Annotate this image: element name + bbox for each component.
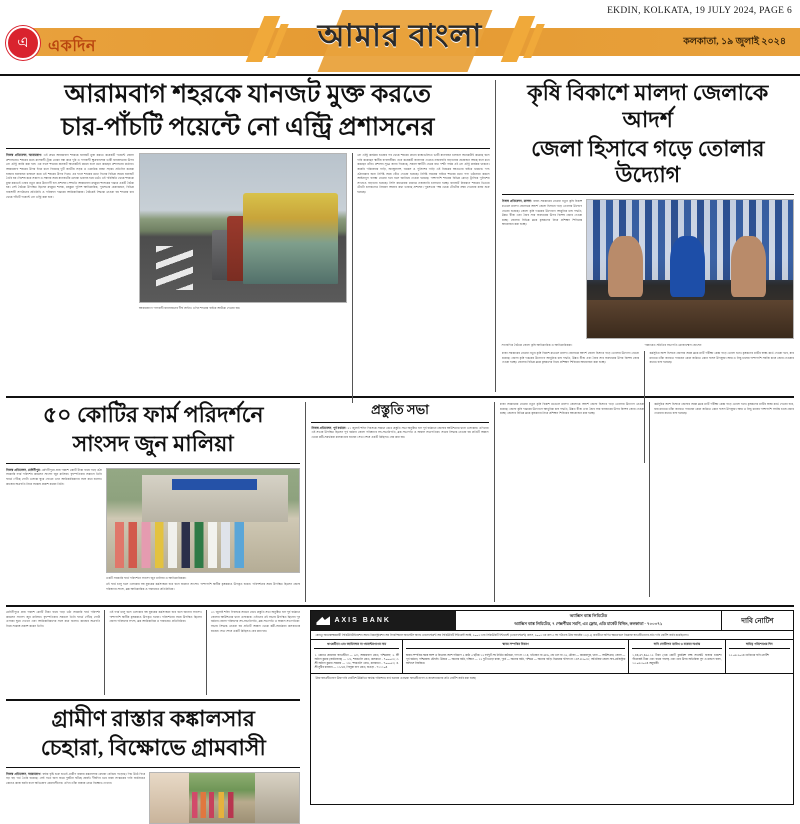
article-mid-right-continuation bbox=[495, 402, 794, 602]
masthead bbox=[0, 0, 800, 72]
top-section bbox=[6, 80, 794, 392]
photo-person-left bbox=[608, 236, 643, 297]
midleft-byline: নিজস্ব প্রতিবেদন, মেদিনীপুর: bbox=[6, 467, 41, 472]
notice-bank-details bbox=[456, 611, 721, 630]
lead-article-columns bbox=[6, 153, 490, 403]
right-photo-press-conference bbox=[586, 199, 794, 339]
notice-address: অ্যাক্সিস ব্যাঙ্ক লিমিটেড, ৭ শেক্সপীয়র সরণি, এম ফ্লোর, এডি মার্কেট বিল্ডিং, কলকাতা - ৭০০০৭১ bbox=[514, 621, 663, 626]
midcenter-headline: প্রস্তুতি সভা bbox=[371, 402, 429, 417]
masthead-dateline-bengali: কলকাতা, ১৯ জুলাই ২০২৪ bbox=[683, 37, 786, 47]
axis-bank-logo bbox=[311, 611, 455, 630]
right-caption-right: পঞ্চায়েত সমিতির সভাপতি মোজাম্মেল হোসেন bbox=[644, 343, 702, 348]
bottomleft-photo-block bbox=[149, 772, 300, 824]
right-photo-block bbox=[586, 199, 794, 339]
right-body-3: কর্মসূচির অংশ হিসাবে জেলার সমস্ত ব্লকে মাটি পরীক্ষা কেন্দ্র গড়ে তোলা হবে। কৃষকদের মাটির স্বাস্থ্য কার্ড দেওয়া হবে, যার মাধ্যমে তাঁরা জানতে পারবেন কোন জমিতে কোন ফসল উপযুক্ত। আম ও লিচু চাষের পাশাপাশি সবজি চাষে জোর দেওয়ার কথাও বলা হয়েছে। bbox=[644, 351, 794, 463]
notice-cell-date: ১৫.০৬.২০২৪ তারিখের দাবি নোটিশ bbox=[728, 652, 769, 657]
notice-col-property bbox=[403, 640, 629, 673]
bottomleft-headline-line2: চেহারা, বিক্ষোভে গ্রামবাসী bbox=[40, 734, 266, 760]
notice-intro-text: যেহেতু অধোস্বাক্ষরকারী সিকিউরিটাইজেশন অ্যান্ড রিকনস্ট্রাকশন অব ফিনান্সিয়াল অ্যাসেটস অ্যান্ড এনফোর্সমেন্ট অব সিকিউরিটি ইন্টারেস্ট অ্যাক্ট, ২০০২ এবং সিকিউরিটি ইন্টারেস্ট (এনফোর্সমেন্ট) রুলস, ২০০২ এর রুল ৩ সহ পঠিতব্য উক্ত অ্যাক্টের ১৩(১২) ধারাধীনে অর্পিত ক্ষমতাবলে নিম্নোক্ত ঋণগ্রহীতাদের প্রতি দাবি নোটিশ জারি করেছিলেন। bbox=[311, 631, 793, 640]
midcenter-byline: নিজস্ব প্রতিবেদন, পূর্ব বর্ধমান: bbox=[311, 425, 347, 430]
photo-building-sign bbox=[172, 479, 257, 490]
midleft-column-1 bbox=[6, 468, 102, 618]
photo-person-center bbox=[670, 236, 705, 297]
midright-columns bbox=[500, 402, 794, 597]
bottomleft-divider bbox=[6, 699, 300, 701]
midcenter-body-text: ২১ জুলাই শহিদ দিবসকে সামনে রেখে প্রস্তুতি সভা অনুষ্ঠিত হল পূর্ব বর্ধমানে জেলার আউশগ্রাম থানা এলাকায়। এদিনের এই সভায় উপস্থিত ছিলেন পূর্ব বর্ধমান জেলা পরিষদের সহ-সভাধিপতি, ব্লক সভাপতি ও অঞ্চল সভাপতিরা। সভায় সিদ্ধান্ত নেওয়া হয় প্রতিটি অঞ্চল থেকে কর্মী-সমর্থকরা কলকাতায় যাবেন। সভা শেষে একটি মিছিলও বের করা হয়। bbox=[311, 425, 489, 440]
lead-body-1: এই প্রথম আরামবাগ শহরকে যানজট মুক্ত করতে কয়েকটি পয়েন্টে জেলা প্রশাসনের। শহরের মধ্যে মালবাহী ট্রাক ঢোকা বন্ধ করে দূরি ও পণ্যবাহী ক্ষুদ্রব্যবসায় ভারী যানবাহনের উপর নো এন্ট্রি জারি করা হল। এর ফলে শহরের যানজট অনেকটাই কমবে বলে মনে করছেন প্রশাসনের কর্তারা। আরামবাগ শহরের উপর দিয়ে চলে গিয়েছে দুটি জাতীয় সড়ক ও একাধিক রাজ্য সড়ক। প্রতিদিন কয়েক হাজার যানবাহন চলাচল করে এই শহরের উপর দিয়ে। এর ফলে শহরের মধ্যে দিনের বিভিন্ন সময়ে যানজট তৈরি হয়। বিশেষ করে সকাল ও সন্ধ্যার সময় যানজটের চেহারা ভয়াবহ হয়ে ওঠে। এই পরিস্থিতি থেকে শহরকে মুক্ত করতেই এবার নতুন করে উদ্যোগী হল প্রশাসন। সম্প্রতি আরামবাগ মহকুমা শাসকের দপ্তরে একটি বৈঠক হয়। সেই বৈঠকে উপস্থিত ছিলেন মহকুমা শাসক, মহকুমা পুলিশ আধিকারিক, পুরসভার চেয়ারম্যান, বিভিন্ন ব্যবসায়ী সংগঠনের প্রতিনিধি ও পরিবহণ দপ্তরের আধিকারিকরা। বৈঠকেই সিদ্ধান্ত নেওয়া হয় শহরের চার থেকে পাঁচটি পয়েন্টে নো এন্ট্রি করা হবে। bbox=[6, 153, 134, 199]
photo-truck-near bbox=[243, 193, 338, 285]
photo-wall-left bbox=[150, 773, 189, 823]
article-lead bbox=[6, 80, 495, 392]
bottomleft-byline: নিজস্ব প্রতিবেদন, আরামবাগ: bbox=[6, 771, 42, 776]
bottomleft-cont-3: ২১ জুলাই শহিদ দিবসকে সামনে রেখে প্রস্তুতি সভা অনুষ্ঠিত হল পূর্ব বর্ধমানে জেলার আউশগ্রাম থানা এলাকায়। এদিনের এই সভায় উপস্থিত ছিলেন পূর্ব বর্ধমান জেলা পরিষদের সহ-সভাধিপতি, ব্লক সভাপতি ও অঞ্চল সভাপতিরা। সভায় সিদ্ধান্ত নেওয়া হয় প্রতিটি অঞ্চল থেকে কর্মী-সমর্থকরা কলকাতায় যাবেন। সভা শেষে একটি মিছিলও বের করা হয়। bbox=[206, 610, 301, 695]
axis-bank-wordmark: AXIS BANK bbox=[334, 617, 391, 624]
right-body-1: রাজ্য সরকারের নেওয়া নতুন কৃষি বিকাশ মডেলে মালদা জেলাকে আদর্শ জেলা হিসাবে গড়ে তোলার উদ্যোগ নেওয়া হয়েছে। জেলা কৃষি দপ্তরের উদ্যোগে আধুনিক চাষ পদ্ধতি, উন্নত বীজ এবং জৈব সার ব্যবহারের উপর বিশেষ জোর দেওয়া হচ্ছে। জেলার বিভিন্ন ব্লকে কৃষকদের নিয়ে প্রশিক্ষণ শিবিরের আয়োজন করা হচ্ছে। bbox=[501, 199, 583, 227]
photo-desk bbox=[587, 300, 793, 339]
bottomleft-continuation bbox=[6, 610, 300, 695]
article-right-top bbox=[495, 80, 794, 392]
lead-headline-line1: আরামবাগ শহরকে যানজট মুক্ত করতে bbox=[64, 81, 432, 108]
axis-bank-mark-icon bbox=[316, 616, 330, 625]
lead-column-1 bbox=[6, 153, 134, 403]
lead-photo-block bbox=[139, 153, 347, 403]
lead-column-2 bbox=[352, 153, 489, 403]
photo-people-row bbox=[115, 522, 292, 567]
article-mid-left bbox=[6, 402, 305, 602]
article-mid-center bbox=[305, 402, 494, 602]
notice-cell-borrower: ১. কোনও প্রযোজ্য ঋণগ্রহীতা — ২/৩, আরামবাগ রোড, পশ্চিমবঙ্গ; ২. শ্রী অনিল কুমার (জামিনদার) — ১/২, শহরতলি রোড, কলকাতা - ৭০০০৫৩; ৩. শ্রী অনিল কুমার সরকার — ১/২, শহরতলি রোড, কলকাতা - ৭০০০৫৩; ৪. শ্রী সুধীর রায়হান — ১১/২৪, লিলুয়া বাগ রোড, হাওড়া - ৭১১১০৪ bbox=[314, 652, 399, 669]
midcenter-headline-rule bbox=[311, 422, 488, 423]
midleft-photo-group bbox=[106, 468, 301, 573]
notice-table bbox=[311, 640, 793, 673]
midcenter-body bbox=[311, 426, 488, 501]
right-article-caption-row bbox=[502, 343, 794, 348]
notice-col-header-date: দায়িত্ব পরিশোধের দিন bbox=[729, 642, 790, 648]
right-column-1 bbox=[502, 199, 583, 339]
midleft-columns bbox=[6, 468, 300, 618]
notice-header bbox=[311, 611, 793, 631]
masthead-title: আমার বাংলা bbox=[317, 18, 483, 53]
notice-col-header-amount: দাবি নোটিশের তারিখ ও বকেয়া অর্থাঙ্ক bbox=[632, 642, 721, 648]
photo-person-right bbox=[731, 236, 766, 297]
notice-type-badge: দাবি নোটিশ bbox=[721, 611, 793, 630]
bottomleft-body-text: বর্ষার বৃষ্টি শুরু হতেই গ্রামীণ রাস্তার কঙ্কালসার চেহারা বেরিয়ে পড়েছে। পিচ উঠে গিয়ে বড় বড় গর্ত তৈরি হয়েছে। সেই গর্তে জল জমে দুর্ঘটনা ঘটছে প্রায়ই। দীর্ঘদিন ধরে রাস্তা সংস্কারের দাবি জানিয়েও কোনও কাজ হয়নি বলে অভিযোগ গ্রামবাসীদের। এদিন তাঁরা রাস্তায় নেমে বিক্ষোভ দেখান। bbox=[6, 771, 146, 785]
right-headline-line2: জেলা হিসাবে গড়ে তোলার উদ্যোগ bbox=[531, 135, 765, 188]
right-caption-left: সাংবাদিক বৈঠকে জেলা কৃষি আধিকারিক ও আধিকারিকরা। bbox=[501, 343, 573, 348]
bottomleft-photo-village bbox=[149, 772, 300, 824]
lead-photo-caption: আরামবাগে পণ্যবাহী যানবাহনের দীর্ঘ লাইন। এদিন শহরের বাইরে আটকে দেওয়া হয়। bbox=[138, 306, 241, 310]
lead-headline-line2: চার-পাঁচটি পয়েন্টে নো এন্ট্রি প্রশাসনের bbox=[61, 113, 435, 141]
page-content bbox=[6, 80, 794, 800]
notice-cell-amount: ১,৪৪,৬৭,৪৯৫.১২ টাকা (এক কোটি চুয়াল্লিশ লক্ষ সাতষট্টি হাজার চারশো পঁচানব্বই টাকা এবং বারো পয়সা) এবং তার উপর অতিরিক্ত সুদ ও মাশুল বাবদ, ১৫.০৬.২০২৪ অনুযায়ী। bbox=[632, 652, 722, 665]
bottom-left-block bbox=[6, 610, 305, 810]
notice-advertisement-block bbox=[305, 610, 794, 810]
notice-col-header-property: স্থাবর সম্পত্তির বিবরণ bbox=[406, 642, 625, 648]
midleft-headline-line2: সাংসদ জুন মালিয়া bbox=[72, 430, 234, 456]
lead-photo-trucks bbox=[139, 153, 347, 303]
bottomleft-body bbox=[6, 772, 145, 824]
notice-col-date bbox=[726, 640, 793, 673]
midleft-body-2: এই ফার্ম চালু হলে এলাকার বহু যুবকের কর্মসংস্থান হবে বলে জানান সাংসদ। পাশাপাশি স্থানীয় কৃষকরাও উপকৃত হবেন। পরিদর্শনের সময় উপস্থিত ছিলেন জেলা পরিষদের সদস্য, ব্লক আধিকারিক ও পঞ্চায়েত প্রতিনিধিরা। bbox=[105, 582, 301, 591]
photo-villagers bbox=[192, 792, 252, 818]
notice-footer-text: উক্ত ঋণগ্রহীতাগণ উক্ত দাবি নোটিশে উল্লিখিত অর্থাঙ্ক পরিশোধে ব্যর্থ হওয়ায় এতদ্বারা ঋণগ্রহীতাগণ ও জনসাধারণের প্রতি নোটিশ জারি করা হচ্ছে। bbox=[311, 673, 793, 682]
midleft-headline-line1: ৫০ কোটির ফার্ম পরিদর্শনে bbox=[42, 402, 264, 427]
right-byline: নিজস্ব প্রতিবেদন, মালদা: bbox=[501, 199, 533, 204]
bottom-section bbox=[6, 610, 794, 810]
lead-headline-rule bbox=[6, 148, 490, 149]
right-headline-line1: কৃষি বিকাশে মালদা জেলাকে আদর্শ bbox=[527, 80, 769, 132]
notice-cell-property: স্থাবর সম্পত্তির সমস্ত অংশ ও বিভাজ্য অংশ পরিমাপ ২ কাঠা ৫ ছটাক ১২ বর্গফুট সহ নির্মিত কাঠামো, দাগ নং ১১৪, খতিয়ান নং ৬৮৬, জে এল নং ৩২, মৌজা — রামচন্দ্রপুর, থানা — আউশগ্রাম, জেলা — পূর্ব বর্ধমান, পশ্চিমবঙ্গ। চৌহদ্দি: উত্তরে — অন্যের জমি, দক্ষিণে — ১২ ফুট চওড়া রাস্তা, পূর্বে — অন্যের জমি, পশ্চিমে — অন্যের বাড়ি। বিক্রয়ের দলিল নং ১৪৭২/২০১৮, অতিরিক্ত জেলা সাব-রেজিস্ট্রার অফিসে নিবন্ধিত। bbox=[405, 652, 626, 665]
midleft-headline-rule bbox=[6, 463, 300, 464]
midleft-photo-block bbox=[106, 468, 301, 618]
bottomleft-headline-rule bbox=[6, 767, 300, 768]
right-body-2: রাজ্য সরকারের নেওয়া নতুন কৃষি বিকাশ মডেলে মালদা জেলাকে আদর্শ জেলা হিসাবে গড়ে তোলার উদ্যোগ নেওয়া হয়েছে। জেলা কৃষি দপ্তরের উদ্যোগে আধুনিক চাষ পদ্ধতি, উন্নত বীজ এবং জৈব সার ব্যবহারের উপর বিশেষ জোর দেওয়া হচ্ছে। জেলার বিভিন্ন ব্লকে কৃষকদের নিয়ে প্রশিক্ষণ শিবিরের আয়োজন করা হচ্ছে। bbox=[501, 350, 640, 365]
photo-wall-right bbox=[255, 773, 300, 823]
bottomleft-body-row bbox=[6, 772, 300, 824]
midright-body-2: কর্মসূচির অংশ হিসাবে জেলার সমস্ত ব্লকে মাটি পরীক্ষা কেন্দ্র গড়ে তোলা হবে। কৃষকদের মাটির স্বাস্থ্য কার্ড দেওয়া হবে, যার মাধ্যমে তাঁরা জানতে পারবেন কোন জমিতে কোন ফসল উপযুক্ত। আম ও লিচু চাষের পাশাপাশি সবজি চাষে জোর দেওয়ার কথাও বলা হয়েছে। bbox=[649, 402, 794, 597]
bottomleft-cont-1: মেদিনীপুরে প্রায় পঞ্চাশ কোটি টাকা ব্যয়ে গড়ে ওঠা সরকারি ফার্ম পরিদর্শন করলেন সাংসদ জুন মালিয়া। বৃহস্পতিবার সকালে তিনি ফার্মে পৌঁছে গোটা এলাকা ঘুরে দেখেন এবং আধিকারিকদের সঙ্গে কথা বলেন। কাজের অগ্রগতি নিয়ে সন্তোষ প্রকাশ করেন তিনি। bbox=[6, 610, 101, 628]
midleft-body-1: মেদিনীপুরে প্রায় পঞ্চাশ কোটি টাকা ব্যয়ে গড়ে ওঠা সরকারি ফার্ম পরিদর্শন করলেন সাংসদ জুন মালিয়া। বৃহস্পতিবার সকালে তিনি ফার্মে পৌঁছে গোটা এলাকা ঘুরে দেখেন এবং আধিকারিকদের সঙ্গে কথা বলেন। কাজের অগ্রগতি নিয়ে সন্তোষ প্রকাশ করেন তিনি। bbox=[6, 467, 102, 486]
bottomleft-cont-2: এই ফার্ম চালু হলে এলাকার বহু যুবকের কর্মসংস্থান হবে বলে জানান সাংসদ। পাশাপাশি স্থানীয় কৃষকরাও উপকৃত হবেন। পরিদর্শনের সময় উপস্থিত ছিলেন জেলা পরিষদের সদস্য, ব্লক আধিকারিক ও পঞ্চায়েত প্রতিনিধিরা। bbox=[104, 610, 201, 695]
notice-legal-name: অ্যাক্সিস ব্যাঙ্ক লিমিটেড bbox=[569, 613, 608, 618]
masthead-dateline-english: EKDIN, KOLKATA, 19 JULY 2024, PAGE 6 bbox=[607, 6, 792, 16]
midleft-photo-caption: একটি সরকারি ফার্ম পরিদর্শনে সাংসদ জুন মালিয়া ও আধিকারিকরা। bbox=[105, 575, 187, 580]
notice-col-header-borrower: ঋণগ্রহীতা এবং জামিনদার বা গ্যারান্টরগণের নাম bbox=[314, 642, 398, 648]
lead-body-2: নো এন্ট্রি কার্যকর হওয়ার পর থেকে শহরের প্রধান রাস্তাগুলিতে ভারী যানবাহন চলাচল অনেকটাই কমেছে বলে দাবি করেছেন স্থানীয় ব্যবসায়ীরা। তবে কয়েকটি জায়গায় এখনও নজরদারি বাড়ানোর প্রয়োজন আছে বলে মনে করছেন তাঁরা। প্রশাসন সূত্রে জানা গিয়েছে, সকাল আটটা থেকে রাত দশটা পর্যন্ত এই নো এন্ট্রি কার্যকর থাকবে। জরুরি পরিষেবার গাড়ি, অ্যাম্বুল্যান্স, দমকল ও পুলিশের গাড়ি এই নিয়মের আওতার বাইরে থাকবে। পণ্য ওঠানামার জন্য নির্দিষ্ট সময় বেঁধে দেওয়া হয়েছে। নির্দিষ্ট সময়ের বাইরে শহরের মধ্যে পণ্য ওঠানামা করলে আইনানুগ ব্যবস্থা নেওয়া হবে বলে জানিয়ে দেওয়া হয়েছে। পাশাপাশি শহরের বিভিন্ন মোড়ে ট্রাফিক পুলিশের সংখ্যাও বাড়ানো হয়েছে। সিসি ক্যামেরার মাধ্যমে নজরদারি চালানো হচ্ছে। যানজট নিয়ন্ত্রণে শহরের ভিতরে টোটো চলাচলেও নিয়ন্ত্রণ আনার কথা ভাবছে প্রশাসন। পুরসভার পক্ষ থেকে টোটোর নম্বর দেওয়ার কাজ শুরু হয়েছে। bbox=[357, 153, 490, 194]
axis-bank-demand-notice bbox=[310, 610, 794, 805]
right-article-top-row bbox=[502, 199, 794, 339]
bottomleft-headline-line1: গ্রামীণ রাস্তার কঙ্কালসার bbox=[51, 706, 255, 731]
publisher-logo-glyph: এ bbox=[17, 34, 29, 51]
notice-col-amount bbox=[629, 640, 725, 673]
midright-body-1: রাজ্য সরকারের নেওয়া নতুন কৃষি বিকাশ মডেলে মালদা জেলাকে আদর্শ জেলা হিসাবে গড়ে তোলার উদ্যোগ নেওয়া হয়েছে। জেলা কৃষি দপ্তরের উদ্যোগে আধুনিক চাষ পদ্ধতি, উন্নত বীজ এবং জৈব সার ব্যবহারের উপর বিশেষ জোর দেওয়া হচ্ছে। জেলার বিভিন্ন ব্লকে কৃষকদের নিয়ে প্রশিক্ষণ শিবিরের আয়োজন করা হচ্ছে। bbox=[499, 402, 645, 416]
right-headline-rule bbox=[502, 194, 794, 195]
middle-section bbox=[6, 402, 794, 602]
masthead-divider bbox=[0, 74, 800, 76]
publisher-wordmark: একদিন bbox=[48, 38, 96, 55]
lead-byline: নিজস্ব প্রতিবেদন, আরামবাগ: bbox=[6, 153, 43, 157]
notice-col-borrower bbox=[311, 640, 402, 673]
